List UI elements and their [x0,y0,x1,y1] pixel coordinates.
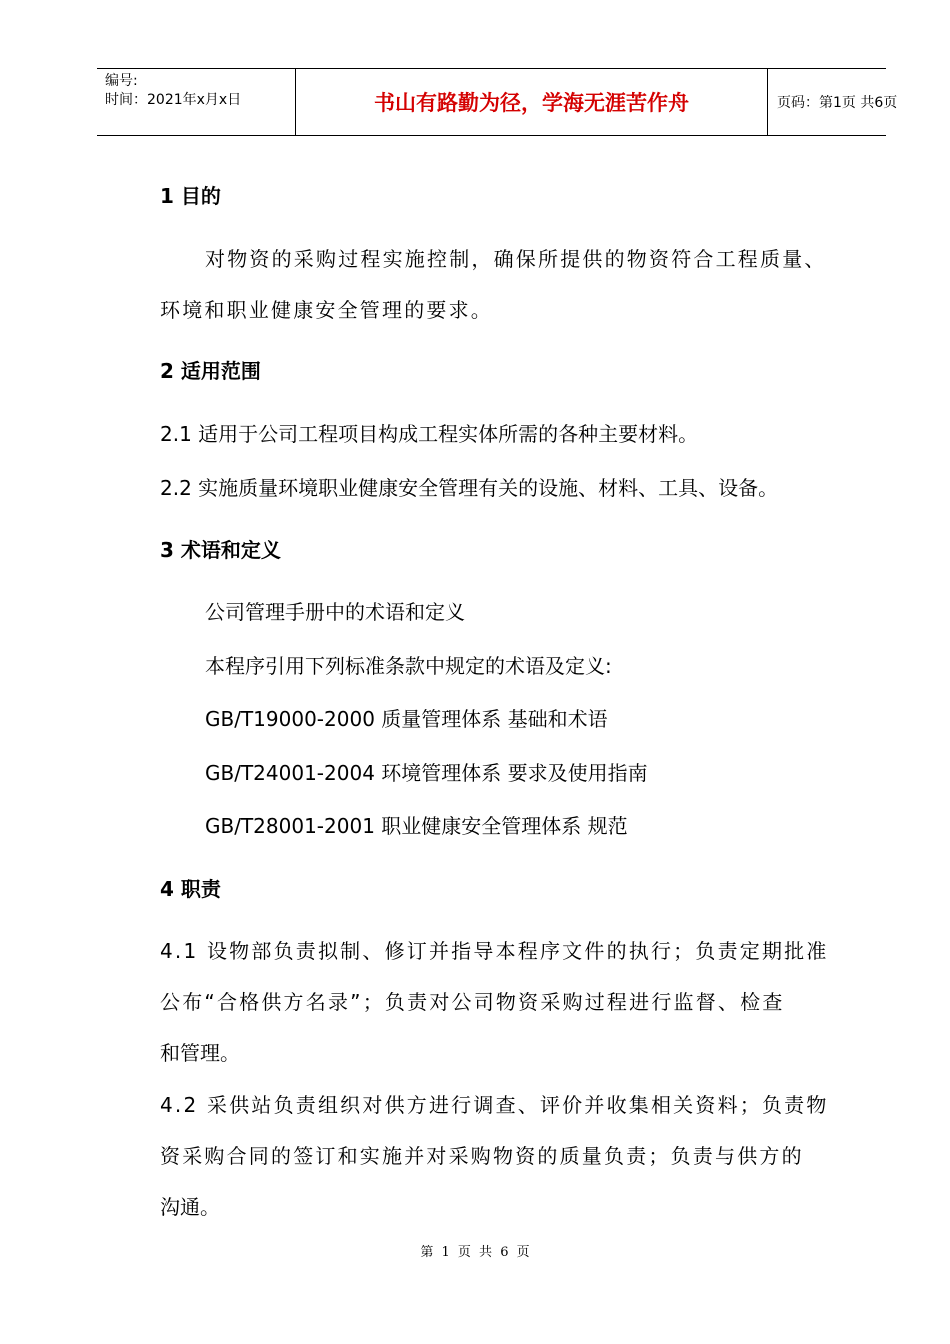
header-page-info: 页码：第1页 共6页 [777,95,898,111]
page-footer: 第 1 页 共 6 页 [420,1245,530,1260]
header-right-cell [768,69,898,135]
section-4-2-line-1: 4.2 采供站负责组织对供方进行调查、评价并收集相关资料；负责物 [160,1093,829,1117]
section-4-heading: 4 职责 [160,877,221,901]
section-1-paragraph-line-2: 环境和职业健康安全管理的要求。 [160,298,493,322]
document-time-label: 时间：2021年x月x日 [105,92,242,108]
header-middle-cell [296,69,768,135]
section-1-paragraph-line-1: 对物资的采购过程实施控制，确保所提供的物资符合工程质量、 [205,247,827,271]
standard-gb-t28001: GB/T28001-2001 职业健康安全管理体系 规范 [205,814,628,838]
section-3-heading: 3 术语和定义 [160,538,281,562]
section-4-2-line-3: 沟通。 [160,1195,220,1219]
section-1-heading: 1 目的 [160,184,221,208]
section-3-line-2: 本程序引用下列标准条款中规定的术语及定义: [205,654,612,678]
standard-gb-t24001: GB/T24001-2004 环境管理体系 要求及使用指南 [205,761,648,785]
section-2-item-2: 2.2 实施质量环境职业健康安全管理有关的设施、材料、工具、设备。 [160,476,779,500]
section-2-heading: 2 适用范围 [160,359,261,383]
section-3-line-1: 公司管理手册中的术语和定义 [205,600,465,624]
section-4-1-line-1: 4.1 设物部负责拟制、修订并指导本程序文件的执行；负责定期批准 [160,939,829,963]
page-header [97,68,898,136]
section-4-2-line-2: 资采购合同的签订和实施并对采购物资的质量负责；负责与供方的 [160,1144,804,1168]
document-number-label: 编号: [105,73,138,89]
header-left-cell [97,69,296,135]
section-4-1-line-2: 公布“合格供方名录”；负责对公司物资采购过程进行监督、检查 [160,990,785,1014]
header-motto: 书山有路勤为径，学海无涯苦作舟 [374,90,689,115]
standard-gb-t19000: GB/T19000-2000 质量管理体系 基础和术语 [205,707,608,731]
section-4-1-line-3: 和管理。 [160,1041,240,1065]
section-2-item-1: 2.1 适用于公司工程项目构成工程实体所需的各种主要材料。 [160,422,699,446]
